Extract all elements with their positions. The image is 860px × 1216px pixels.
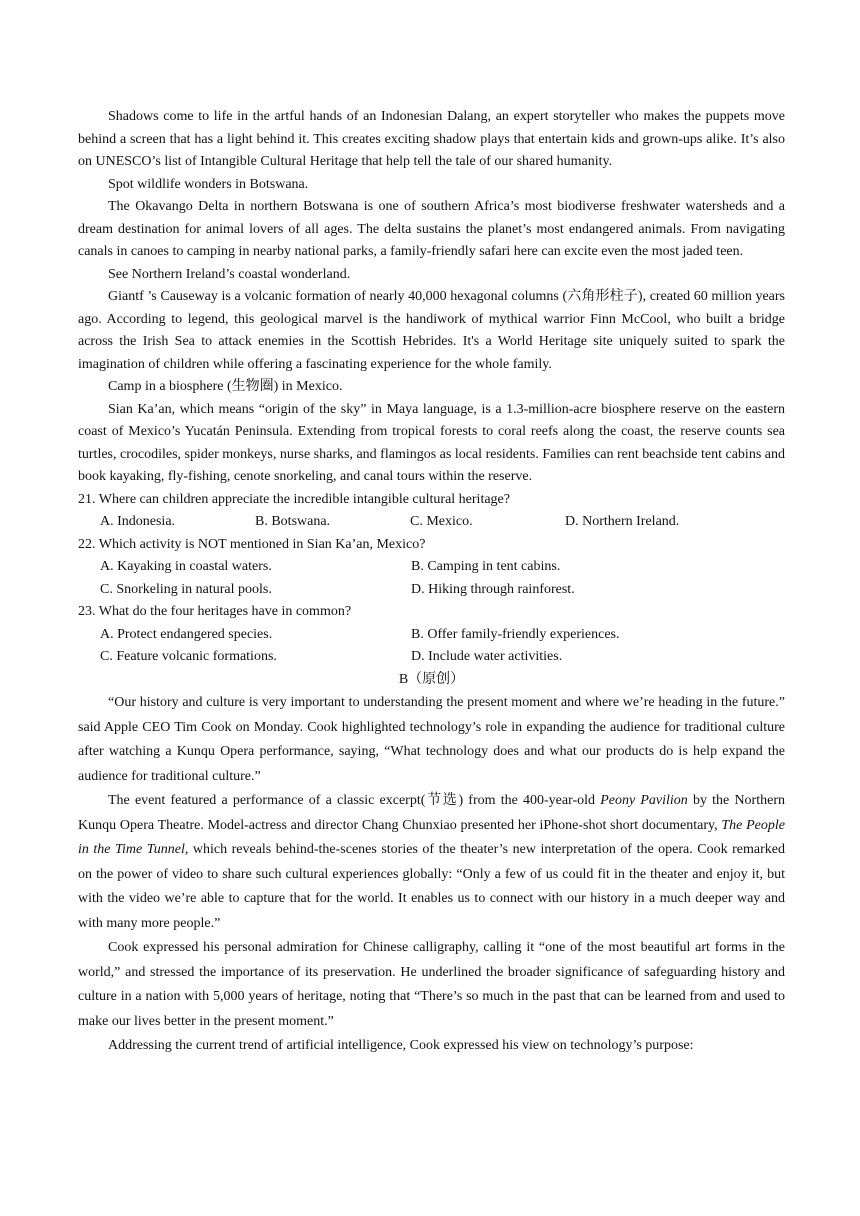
passage-b-work-title-2: The People in the Time Tunnel: [78, 817, 785, 857]
question-22: 22. Which activity is NOT mentioned in Sian Ka’an, Mexico?: [78, 536, 426, 552]
passage-b-paragraph-2-part-c: , which reveals behind-the-scenes stories of the theater’s new interpretation of the opera. Cook remarked on the power of video to share such cultural experiences globally: “Only a few of us could fit in the theater and enjoy it, but with the video we’re able to capture that for the world. It enables us to connect with our history in a much deeper way and with many more people.”: [78, 842, 785, 931]
question-22-options: [100, 556, 785, 601]
passage-a-paragraph-2: The Okavango Delta in northern Botswana is one of southern Africa’s most biodiverse freshwater watersheds and a dream destination for animal lovers of all ages. The delta sustains the planet’s most endangered animals. From navigating canals in canoes to camping in nearby national parks, a family-friendly safari here can excite even the most jaded teen.: [78, 199, 785, 259]
passage-a-heading-2: Spot wildlife wonders in Botswana.: [108, 176, 309, 192]
passage-a-paragraph-4: Sian Ka’an, which means “origin of the sky” in Maya language, is a 1.3-million-acre biosphere reserve on the eastern coast of Mexico’s Yucatán Peninsula. Extending from tropical forests to coral reefs along the coast, the reserve counts sea turtles, crocodiles, spider monkeys, nurse sharks, and flamingos as local residents. Families can rent beachside tent cabins and book kayaking, fly-fishing, cenote snorkeling, and canal tours within the reserve.: [78, 401, 785, 484]
passage-a-paragraph-3: Giantf ’s Causeway is a volcanic formation of nearly 40,000 hexagonal columns (六角形柱子), created 60 million years ago. According to legend, this geological marvel is the handiwork of mythical warrior Finn McCool, who built a bridge across the Irish Sea to attack enemies in the Scottish Hebrides. It's a World Heritage site uniquely suited to spark the imagination of children while offering a fascinating experience for the whole family.: [78, 289, 785, 372]
passage-a-paragraph-1: Shadows come to life in the artful hands of an Indonesian Dalang, an expert storyteller who makes the puppets move behind a screen that has a light behind it. This creates exciting shadow plays that entertain kids and grown-ups alike. It’s also on UNESCO’s list of Intangible Cultural Heritage that help tell the tale of our shared humanity.: [78, 109, 785, 169]
question-22-option-b: B. Camping in tent cabins.: [411, 559, 561, 574]
question-22-option-a: A. Kayaking in coastal waters.: [100, 559, 272, 574]
question-21-option-c: C. Mexico.: [410, 514, 473, 529]
passage-b-title: B（原创）: [398, 671, 465, 687]
question-23-option-a: A. Protect endangered species.: [100, 626, 273, 642]
question-21: 21. Where can children appreciate the incredible intangible cultural heritage?: [78, 491, 510, 507]
question-23-option-d: D. Include water activities.: [411, 649, 563, 664]
passage-b-paragraph-2-part-a: The event featured a performance of a classic excerpt(节选) from the 400-year-old: [108, 793, 601, 808]
passage-b-paragraph-3: Cook expressed his personal admiration for Chinese calligraphy, calling it “one of the most beautiful art forms in the world,” and stressed the importance of its preservation. He underlined the broader significance of safeguarding history and culture in a nation with 5,000 years of heritage, noting that “There’s so much in the past that can be learned from and used to make our lives better in the present moment.”: [78, 940, 785, 1029]
question-23: 23. What do the four heritages have in common?: [78, 604, 352, 619]
question-21-option-d: D. Northern Ireland.: [565, 514, 680, 529]
question-21-options: [100, 511, 785, 534]
passage-b-paragraph-2-part-b: by the Northern Kunqu Opera Theatre. Model-actress and director Chang Chunxiao presented her iPhone-shot short documentary,: [78, 793, 785, 833]
question-22-option-c: C. Snorkeling in natural pools.: [100, 581, 272, 597]
question-23-option-c: C. Feature volcanic formations.: [100, 649, 277, 664]
passage-a-heading-4: Camp in a biosphere (生物圈) in Mexico.: [108, 379, 343, 394]
question-23-option-b: B. Offer family-friendly experiences.: [411, 626, 620, 642]
document-page: [78, 106, 785, 1059]
question-21-option-a: A. Indonesia.: [100, 514, 176, 529]
question-22-option-d: D. Hiking through rainforest.: [411, 581, 575, 597]
passage-b-work-title-1: Peony Pavilion: [600, 793, 688, 808]
passage-b-paragraph-4: Addressing the current trend of artificial intelligence, Cook expressed his view on technology’s purpose:: [108, 1038, 694, 1053]
passage-b-paragraph-1: “Our history and culture is very important to understanding the present moment and where we’re heading in the future.” said Apple CEO Tim Cook on Monday. Cook highlighted technology’s role in expanding the audience for traditional culture after watching a Kunqu Opera performance, saying, “What technology does and what our products do is help expand the audience for traditional culture.”: [78, 695, 785, 784]
passage-b-paragraph-2: [78, 789, 785, 936]
question-23-options: [100, 624, 785, 669]
question-21-option-b: B. Botswana.: [255, 514, 331, 529]
passage-a-heading-3: See Northern Ireland’s coastal wonderland.: [108, 266, 351, 282]
